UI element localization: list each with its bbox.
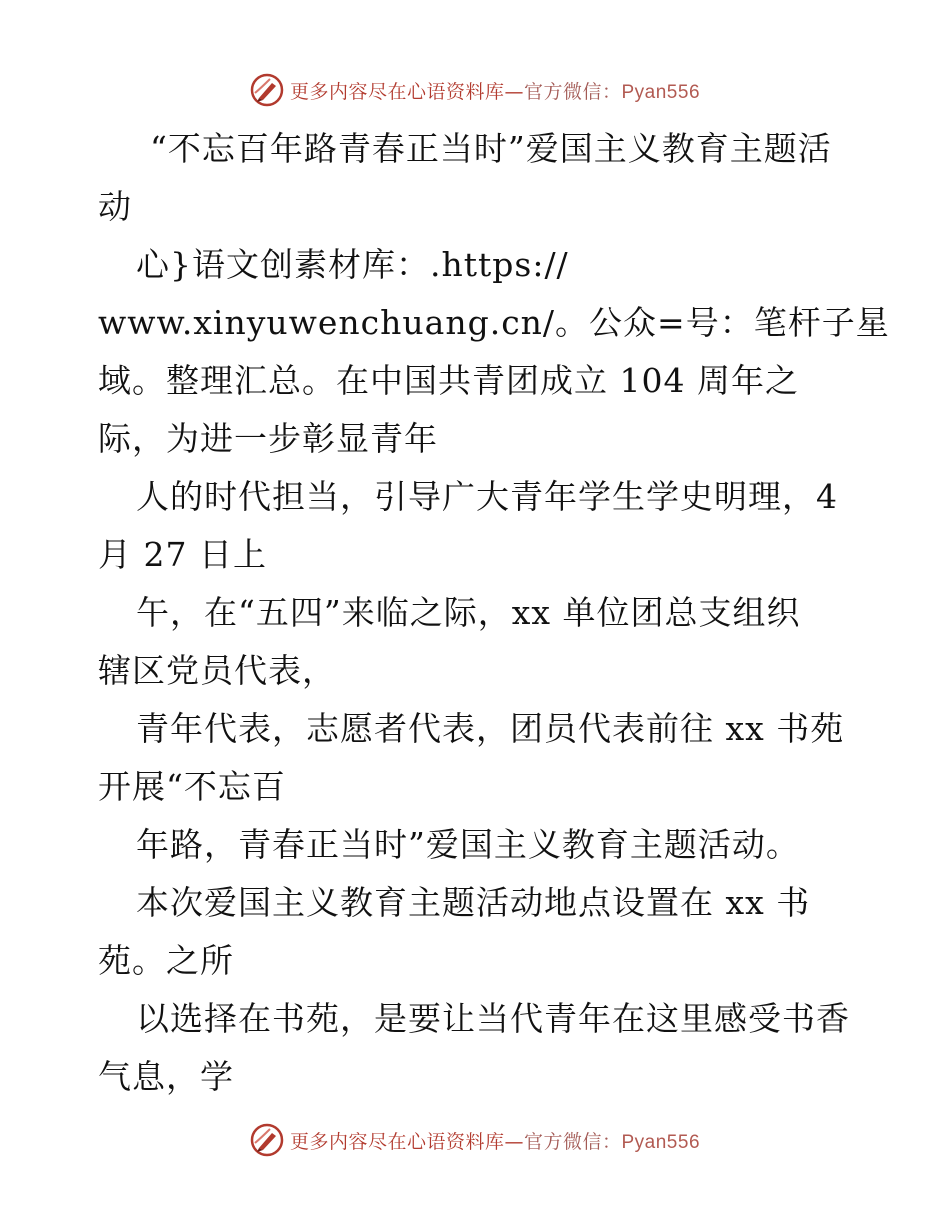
footer-banner [0,1120,950,1160]
paragraph-line: 年路，青春正当时”爱国主义教育主题活动。 [136,825,800,864]
paragraph-line: 午，在“五四”来临之际，xx 单位团总支组织 [136,593,801,632]
paragraph-line: 开展“不忘百 [98,767,286,806]
banner-wechat-id: Pyan556 [621,1131,701,1153]
paragraph-line: 月 27 日上 [98,535,267,574]
banner-main-text: 更多内容尽在心语资料库 [289,1130,505,1153]
header-banner-text [290,77,700,104]
paragraph-line: 苑。之所 [98,941,234,980]
document-body [98,120,890,1106]
paragraph-line: 人的时代担当，引导广大青年学生学史明理，4 [136,477,838,516]
paragraph-line: 辖区党员代表， [98,651,336,690]
paragraph-line: 青年代表，志愿者代表，团员代表前往 xx 书苑 [136,709,845,748]
banner-wechat-id: Pyan556 [621,81,701,103]
banner-separator: — [504,1130,524,1153]
header-banner-inner [250,73,700,107]
paragraph-line: www.xinyuwenchuang.cn/。公众=号：笔杆子星 [98,303,890,342]
pen-logo-icon [250,73,284,107]
paragraph-line: 域。整理汇总。在中国共青团成立 104 周年之 [98,361,799,400]
footer-banner-text [290,1127,700,1154]
title-line-1: “不忘百年路青春正当时”爱国主义教育主题活 [150,129,832,168]
title-line-2: 动 [98,187,132,226]
banner-wechat-label: 官方微信： [523,80,622,103]
paragraph-line: 际，为进一步彰显青年 [98,419,438,458]
paragraph-line: 本次爱国主义教育主题活动地点设置在 xx 书 [136,883,811,922]
paragraph-line: 心}语文创素材库：.https:// [136,245,569,284]
footer-banner-inner [250,1123,700,1157]
pen-logo-icon [250,1123,284,1157]
paragraph-line: 以选择在书苑，是要让当代青年在这里感受书香 [136,999,850,1038]
header-banner [0,70,950,110]
banner-main-text: 更多内容尽在心语资料库 [289,80,505,103]
banner-wechat-label: 官方微信： [523,1130,622,1153]
paragraph-line: 气息，学 [98,1057,234,1096]
banner-separator: — [504,80,524,103]
